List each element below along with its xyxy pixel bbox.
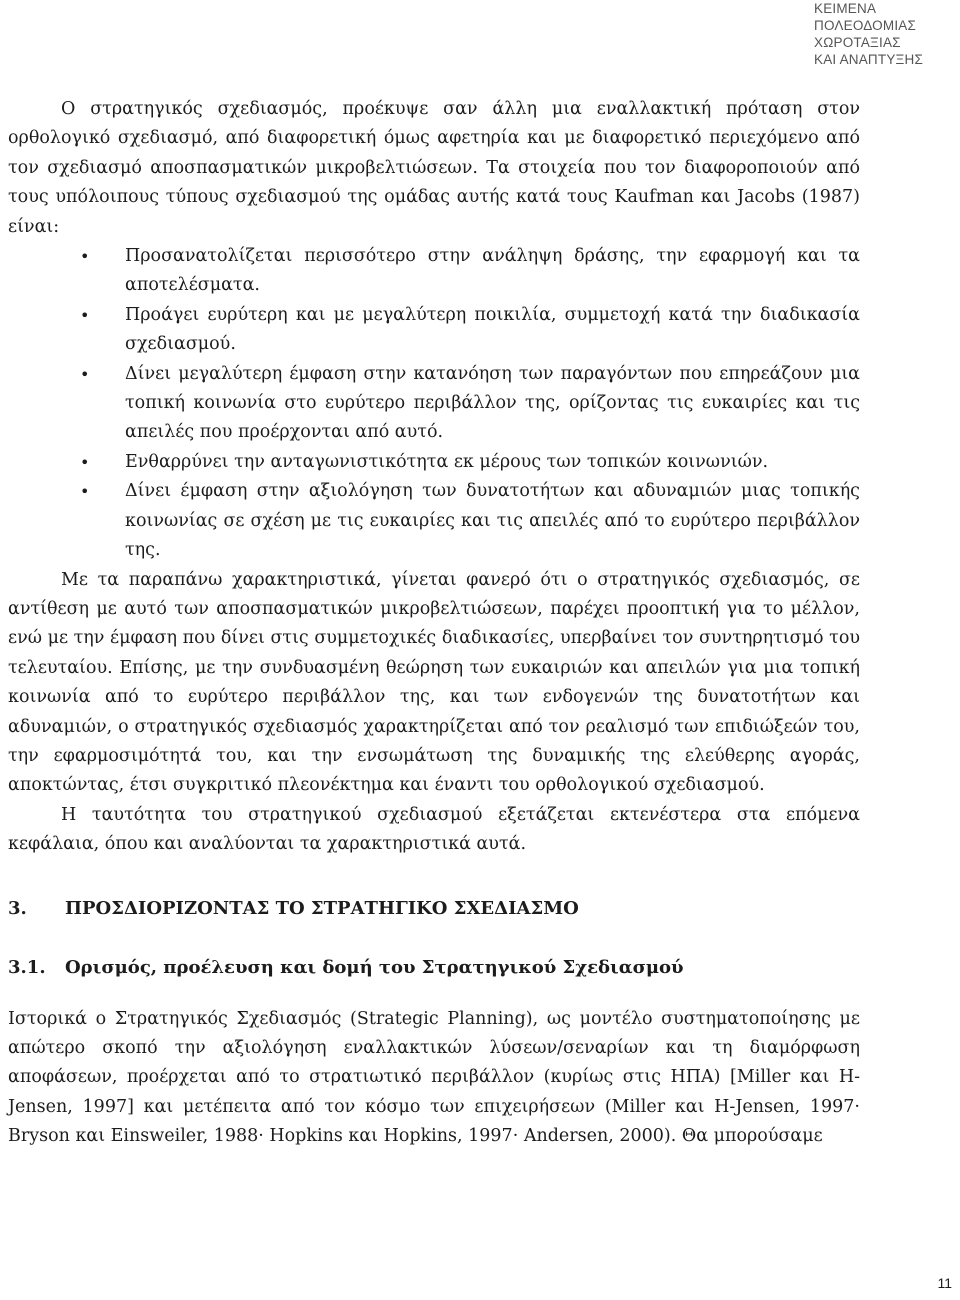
journal-header-line: ΚΑΙ ΑΝΑΠΤΥΞΗΣ [814, 52, 923, 67]
intro-paragraph: Ο στρατηγικός σχεδιασμός, προέκυψε σαν άλλη μια εναλλακτική πρόταση στον ορθολογικό σχεδιασμό, από διαφορετική όμως αφετηρία και με διαφορετικό περιεχόμενο από τον σχεδιασμό αποσπασματικών μικροβελτιώσεων. Τα στοιχεία που τον διαφοροποιούν από τους υπόλοιπους τύπους σχεδιασμού της ομάδας αυτής κατά τους Kaufman και Jacobs (1987) είναι: [8, 99, 860, 237]
page-number: 11 [937, 1275, 952, 1291]
journal-header [814, 0, 954, 68]
journal-header-line: ΚΕΙΜΕΝΑ [814, 1, 877, 16]
subsection-heading [8, 953, 860, 982]
subsection-title: Ορισμός, προέλευση και δομή του Στρατηγικού Σχεδιασμού [65, 956, 684, 978]
list-item: • Δίνει έμφαση στην αξιολόγηση των δυνατοτήτων και αδυναμιών μιας τοπικής κοινωνίας σε σχέση με τις ευκαιρίες και τις απειλές από το ευρύτερο περιβάλλον της. [125, 477, 860, 565]
list-item: • Προάγει ευρύτερη και με μεγαλύτερη ποικιλία, συμμετοχή κατά την διαδικασία σχεδιασμού. [125, 301, 860, 360]
list-item: • Ενθαρρύνει την ανταγωνιστικότητα εκ μέρους των τοπικών κοινωνιών. [125, 448, 860, 477]
paragraph: Με τα παραπάνω χαρακτηριστικά, γίνεται φανερό ότι ο στρατηγικός σχεδιασμός, σε αντίθεση με αυτό των αποσπασματικών μικροβελτιώσεων, παρέχει προοπτική για το μέλλον, ενώ με την έμφαση που δίνει στις συμμετοχικές διαδικασίες, υπερβαίνει τον συντηρητισμό του τελευταίου. Επίσης, με την συνδυασμένη θεώρηση των ευκαιριών και απειλών για μια τοπική κοινωνία από το ευρύτερο περιβάλλον της, και των ενδογενών της δυνατοτήτων και αδυναμιών, ο στρατηγικός σχεδιασμός χαρακτηρίζεται από τον ρεαλισμό των επιδιώξεών του, την εφαρμοσιμότητά του, και την ενσωμάτωση της δυναμικής της ελεύθερης αγοράς, αποκτώντας, έτσι συγκριτικό πλεονέκτημα και έναντι του ορθολογικού σχεδιασμού. [8, 569, 860, 796]
subsection-number: 3.1. [8, 956, 46, 978]
list-item: • Δίνει μεγαλύτερη έμφαση στην κατανόηση των παραγόντων που επηρεάζουν μια τοπική κοινωνία στο ευρύτερο περιβάλλον της, ορίζοντας τις ευκαιρίες και τις απειλές που προέρχονται από αυτό. [125, 360, 860, 448]
journal-header-line: ΠΟΛΕΟΔΟΜΙΑΣ [814, 18, 917, 33]
list-item: • Προσανατολίζεται περισσότερο στην ανάληψη δράσης, την εφαρμογή και τα αποτελέσματα. [125, 242, 860, 301]
page-content [8, 95, 860, 1152]
bullet-list [8, 242, 860, 565]
journal-header-line: ΧΩΡΟΤΑΞΙΑΣ [814, 35, 901, 50]
section-title: ΠΡΟΣΔΙΟΡΙΖΟΝΤΑΣ ΤΟ ΣΤΡΑΤΗΓΙΚΟ ΣΧΕΔΙΑΣΜΟ [65, 897, 579, 919]
paragraph: Ιστορικά ο Στρατηγικός Σχεδιασμός (Strategic Planning), ως μοντέλο συστηματοποίησης με απώτερο σκοπό την αξιολόγηση εναλλακτικών λύσεων/σεναρίων και τη διαμόρφωση αποφάσεων, προέρχεται από το στρατιωτικό περιβάλλον (κυρίως στις ΗΠΑ) [Miller και H-Jensen, 1997] και μετέπειτα από τον κόσμο των επιχειρήσεων (Miller και H-Jensen, 1997· Bryson και Einsweiler, 1988· Hopkins και Hopkins, 1997· Andersen, 2000). Θα μπορούσαμε [8, 1008, 860, 1147]
section-number: 3. [8, 897, 27, 919]
paragraph: Η ταυτότητα του στρατηγικού σχεδιασμού εξετάζεται εκτενέστερα στα επόμενα κεφάλαια, όπου και αναλύονται τα χαρακτηριστικά αυτά. [8, 804, 860, 855]
section-heading [8, 894, 860, 923]
